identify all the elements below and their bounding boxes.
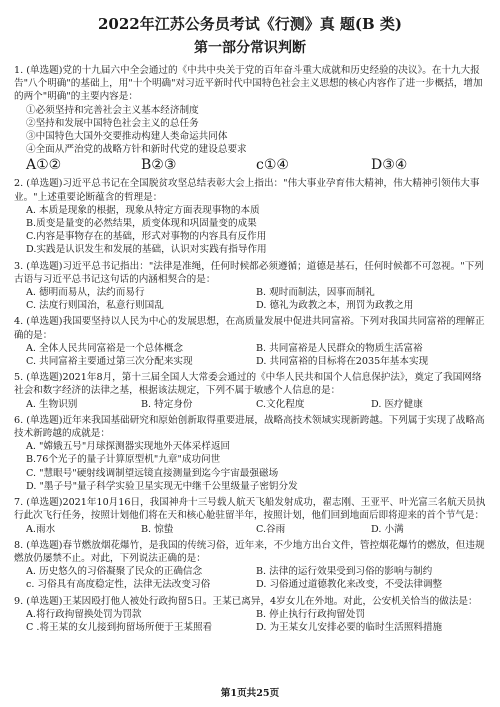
option-c: C .将王某的女儿接到拘留场所便于王某照看 bbox=[26, 621, 213, 633]
option-b: B.76个光子的量子计算原型机"九章"成功问世 bbox=[26, 454, 221, 466]
statement-item: ④全面从严治党的战略方针和新时代党的建设总要求 bbox=[26, 144, 247, 156]
question-stem: 3. (单选题)习近平总书记指出："法律是准绳，任何时候都必须遵循；道德是基石，任何时候都不可忽视。"下列古语与习近平总书记这句话的内涵相契合的是： bbox=[14, 260, 484, 285]
section-title: 第一部分常识判断 bbox=[194, 40, 306, 56]
option-c: c①④ bbox=[256, 157, 289, 174]
page-number: 第1页共25页 bbox=[220, 688, 280, 699]
question-stem: 1. (单选题)党的十九届六中全会通过的《中共中央关于党的百年奋斗重大成就和历史经验的决议》。在十九大报告"八个明确"的基础上，用"十个明确"对习近平新时代中国特色社会主义思想的核心内容作了进一步概括，增加的两个"明确"的主要内容是： bbox=[14, 65, 483, 103]
option-b: B. 停止执行行政拘留处罚 bbox=[256, 608, 366, 620]
option-b: B. 共同富裕是人民群众的物质生活富裕 bbox=[256, 342, 423, 354]
option-a: A. 历史悠久的习俗凝聚了民众的正确信念 bbox=[26, 566, 203, 578]
option-d: D.实践是认识发生和发展的基础，认识对实践有指导作用 bbox=[26, 244, 267, 256]
question-6 bbox=[14, 414, 486, 493]
question-stem: 9. (单选题)王某因殴打他人被处行政拘留5日。王某已离异，4岁女儿在外地。对此，公安机关恰当的做法是： bbox=[14, 595, 478, 607]
question-stem: 8. (单选题)春节燃放烟花爆竹，是我国的传统习俗，近年来，不少地方出台文件，管控烟花爆竹的燃放，但违规燃放仍屡禁不止。对此，下列说法正确的是： bbox=[14, 539, 485, 564]
question-stem: 7. (单选题)2021年10月16日，我国神舟十三号载人航天飞船发射成功，翟志刚、王亚平、叶光富三名航天员执行此次飞行任务，按照计划他们将在天和核心舱驻留半年，按照计划，他们回到地面后即将迎来的首个节气是： bbox=[14, 497, 486, 522]
option-a: A. 生物识别 bbox=[26, 398, 78, 410]
question-2 bbox=[14, 177, 486, 256]
option-c: c. 习俗具有高度稳定性，法律无法改变习俗 bbox=[26, 579, 211, 591]
option-a: A. 德明而易从，法约而易行 bbox=[26, 287, 145, 299]
option-b: B. 法律的运行效果受到习俗的影响与制约 bbox=[256, 566, 433, 578]
option-d: D. 共同富裕的目标将在2035年基本实现 bbox=[256, 356, 429, 368]
statement-item: ③中国特色大国外交要推动构建人类命运共同体 bbox=[26, 131, 228, 143]
option-d: D. 德礼为政教之本，刑罚为政教之用 bbox=[256, 300, 414, 312]
document-title: 2022年江苏公务员考试《行测》真 题(B 类) bbox=[97, 15, 403, 33]
question-3 bbox=[14, 260, 486, 313]
question-7 bbox=[14, 496, 486, 536]
option-d: D. "墨子号"量子科学实验卫星实现无中继千公里级量子密钥分发 bbox=[26, 480, 298, 492]
question-stem: 4. (单选题)我国要坚持以人民为中心的发展思想，在高质量发展中促进共同富裕。下列对我国共同富裕的理解正确的是： bbox=[14, 316, 485, 341]
option-b: B. 惊蛰 bbox=[141, 523, 174, 535]
option-d: D③④ bbox=[371, 157, 408, 174]
option-c: C. 共同富裕主要通过第三次分配来实现 bbox=[26, 356, 193, 368]
question-5 bbox=[14, 371, 486, 411]
question-9 bbox=[14, 595, 486, 635]
question-stem: 5. (单选题)2021年8月，第十三届全国人大常委会通过的《中华人民共和国个人信息保护法》，奠定了我国网络社会和数字经济的法律之基，根据该法规定，下列不属于敏感个人信息的是： bbox=[14, 372, 482, 397]
option-c: C.谷雨 bbox=[256, 523, 286, 535]
option-b: B②③ bbox=[141, 157, 177, 174]
option-a: A. 本质是现象的根据，现象从特定方面表现事物的本质 bbox=[26, 204, 260, 216]
option-c: C. "慧眼号"硬射线调制望远镜直接测量到迄今宇宙最强磁场 bbox=[26, 467, 279, 479]
statement-item: ①必须坚持和完善社会主义基本经济制度 bbox=[26, 104, 199, 116]
option-b: B. 观时而制法，因事而制礼 bbox=[256, 287, 375, 299]
option-d: D. 小满 bbox=[371, 523, 404, 535]
option-b: B. 特定身份 bbox=[141, 398, 193, 410]
option-a: A. "嫦娥五号"月球探测器实现地外天体采样返回 bbox=[26, 441, 231, 453]
option-a: A①② bbox=[26, 157, 62, 174]
option-d: D. 为王某女儿安排必要的临时生活照料措施 bbox=[256, 621, 443, 633]
option-d: D. 医疗健康 bbox=[371, 398, 423, 410]
question-4 bbox=[14, 315, 486, 368]
statement-item: ②坚持和发展中国特色社会主义的总任务 bbox=[26, 117, 199, 129]
question-stem: 2. (单选题)习近平总书记在全国脱贫攻坚总结表彰大会上指出："伟大事业孕育伟大精神，伟大精神引领伟大事业。"上述重要论断蕴含的哲理是： bbox=[14, 178, 480, 203]
option-a: A. 全体人民共同富裕是一个总体概念 bbox=[26, 342, 183, 354]
option-c: C.文化程度 bbox=[256, 398, 305, 410]
option-d: D. 习俗通过道德教化来改变，不受法律调整 bbox=[256, 579, 443, 591]
option-a: A.将行政拘留换处罚为罚款 bbox=[26, 608, 142, 620]
option-a: A.雨水 bbox=[26, 523, 56, 535]
option-c: C.内容是事物存在的基础，形式对事物的内容具有反作用 bbox=[26, 231, 267, 243]
question-stem: 6. (单选题)近年来我国基础研究和原始创新取得重要进展，战略高技术领域实现新跨越。下列属于实现了战略高技术新跨越的成就是： bbox=[14, 414, 485, 440]
question-1 bbox=[14, 64, 486, 174]
question-8 bbox=[14, 539, 486, 592]
option-b: B.质变是量变的必然结果，质变体现和巩固量变的成果 bbox=[26, 218, 257, 230]
option-c: C. 法度行则国治，私意行则国乱 bbox=[26, 300, 164, 312]
